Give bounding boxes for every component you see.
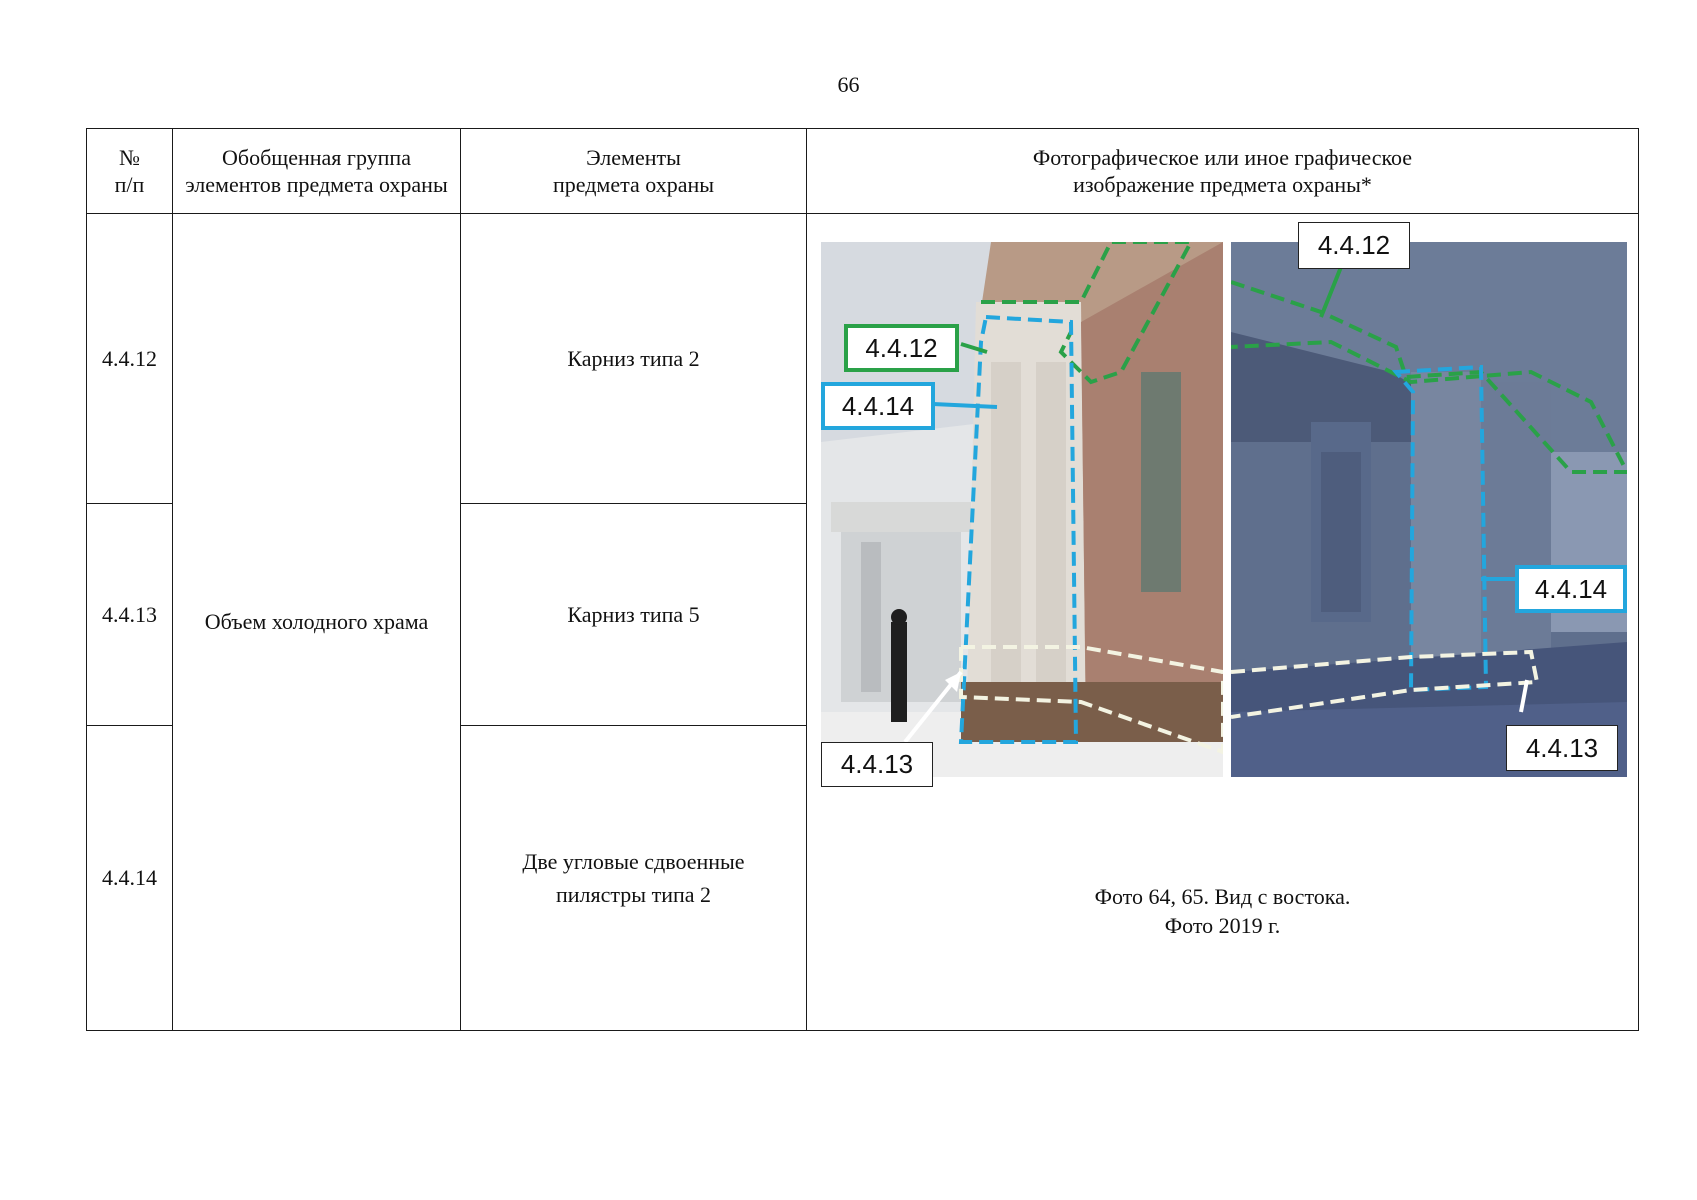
base-outline: [1231, 652, 1537, 717]
arrow-4-4-12: [961, 344, 987, 352]
photos-panel: [821, 230, 1647, 797]
group-cell: Объем холодного храма: [173, 214, 461, 1031]
label-4-4-13-left: 4.4.13: [821, 742, 933, 787]
header-num: № п/п: [87, 129, 173, 214]
table-row: [87, 214, 1639, 504]
header-row: [87, 129, 1639, 214]
cornice-outline: [981, 242, 1191, 382]
header-group: Обобщенная группа элементов предмета охраны: [173, 129, 461, 214]
cornice-outline: [1231, 282, 1627, 472]
element-cell: Карниз типа 2: [461, 214, 807, 504]
element-cell: Две угловые сдвоенные пилястры типа 2: [461, 726, 807, 1031]
pilaster-outline: [961, 317, 1076, 742]
protection-subject-table: [86, 128, 1639, 1031]
arrow-4-4-12: [1321, 267, 1341, 317]
page-number: 66: [837, 72, 860, 97]
label-4-4-12-right: 4.4.12: [1298, 222, 1410, 269]
row-number: 4.4.13: [87, 504, 173, 726]
photo-64-markup: [821, 242, 1223, 777]
photo-caption: [807, 882, 1638, 940]
header-elements: Элементы предмета охраны: [461, 129, 807, 214]
photo-65-markup: [1231, 242, 1627, 777]
label-4-4-14-right: 4.4.14: [1515, 565, 1627, 613]
row-number: 4.4.12: [87, 214, 173, 504]
pilaster-outline: [1396, 367, 1486, 690]
label-4-4-14-left: 4.4.14: [821, 382, 935, 430]
arrow-4-4-14: [933, 404, 997, 407]
caption-line-1: Фото 64, 65. Вид с востока.: [1094, 884, 1351, 909]
element-cell: Карниз типа 5: [461, 504, 807, 726]
row-number: 4.4.14: [87, 726, 173, 1031]
base-outline: [961, 647, 1223, 752]
photo-65: [1231, 242, 1627, 777]
photo-cell: [807, 214, 1639, 1031]
header-photo: Фотографическое или иное графическое изображение предмета охраны*: [807, 129, 1639, 214]
photo-64: [821, 242, 1223, 777]
label-4-4-12-left: 4.4.12: [844, 324, 959, 372]
label-4-4-13-right: 4.4.13: [1506, 725, 1618, 771]
caption-line-2: Фото 2019 г.: [1164, 913, 1281, 938]
